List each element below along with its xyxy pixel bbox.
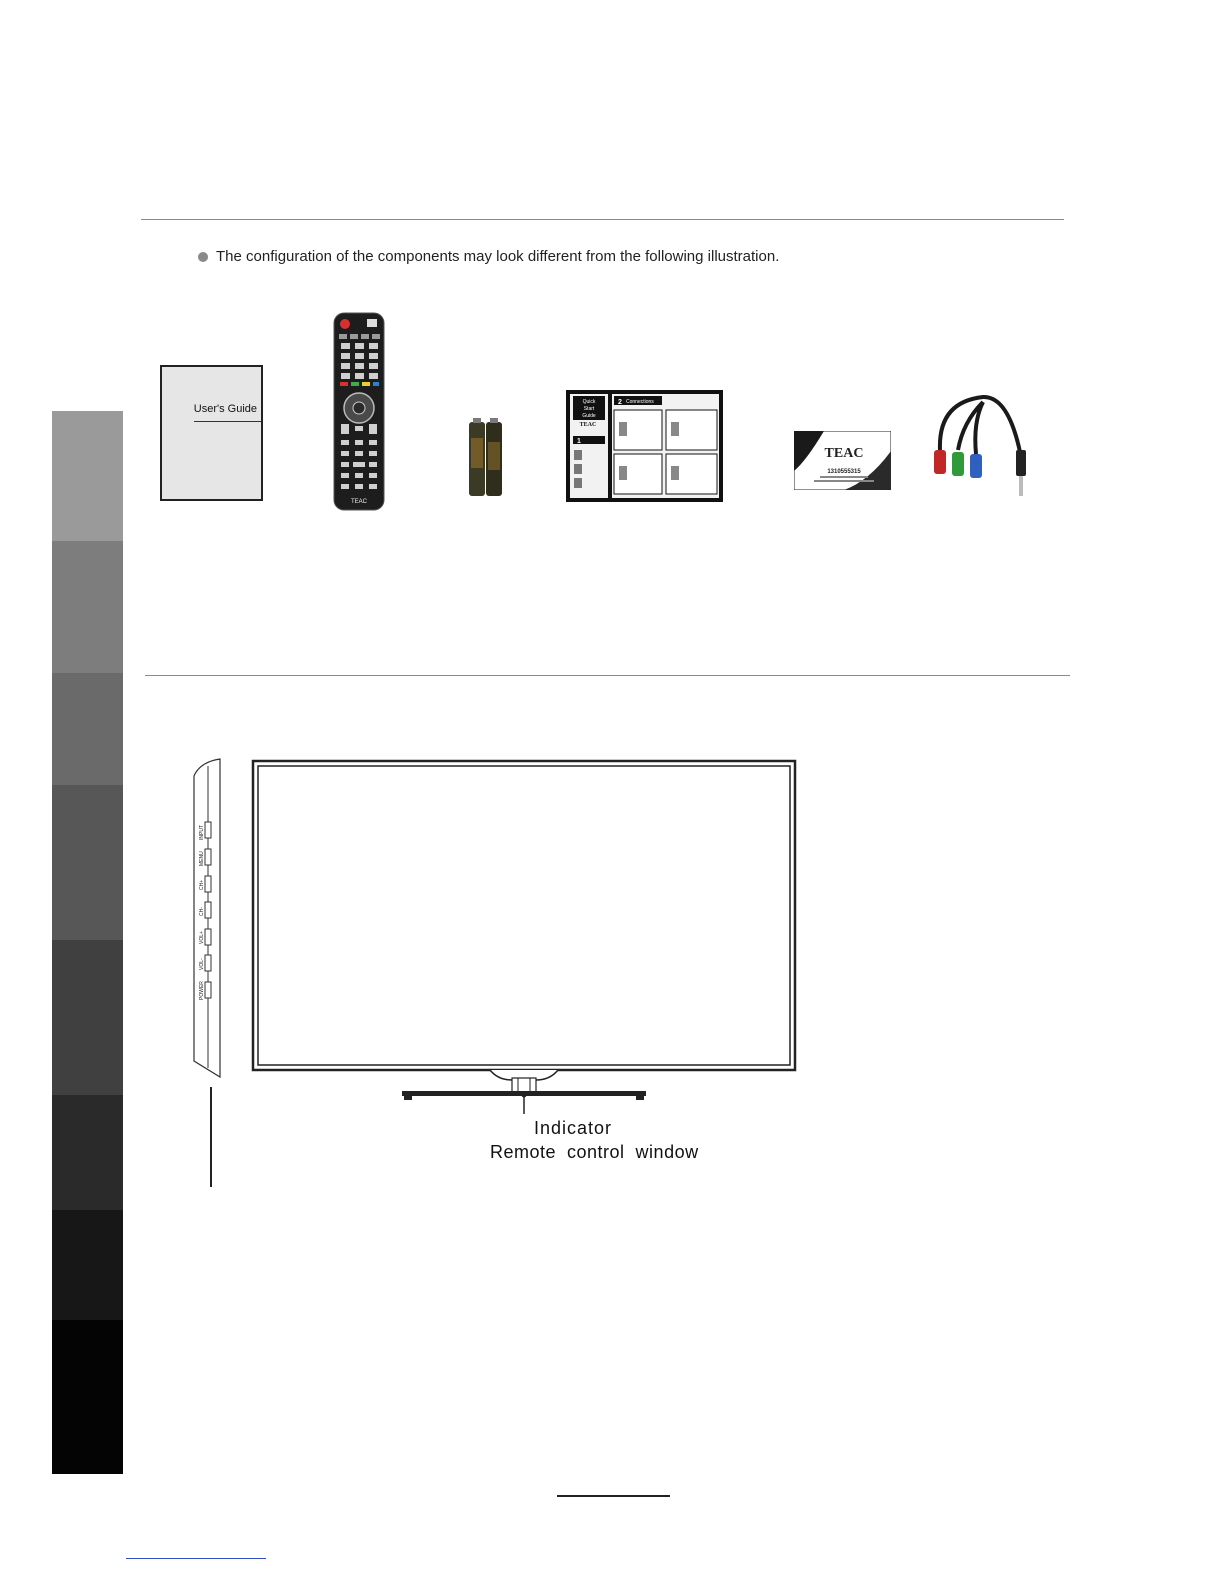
qsg-section-label: Connections xyxy=(626,399,654,405)
side-tab-8 xyxy=(52,1320,123,1474)
qsg-section-number: 2 xyxy=(618,399,622,406)
users-guide-illustration xyxy=(160,365,263,501)
remote-control-illustration xyxy=(333,312,385,512)
side-buttons-leader-line xyxy=(210,1087,212,1187)
side-tab-6 xyxy=(52,1095,123,1210)
tv-side-view xyxy=(186,756,226,1080)
warranty-card-illustration xyxy=(794,431,891,490)
side-button-vol-minus: VOL- xyxy=(199,958,205,970)
side-button-vol-plus: VOL+ xyxy=(199,931,205,944)
side-button-menu: MENU xyxy=(199,851,205,866)
tv-front-view xyxy=(250,758,798,1118)
qsg-title-line-3: Guide xyxy=(582,413,596,419)
warranty-phone: 1310555315 xyxy=(827,469,861,475)
quick-start-guide-illustration xyxy=(566,390,723,502)
side-tab-4 xyxy=(52,785,123,940)
section-rule-front-panel xyxy=(145,675,1070,676)
page-number-rule xyxy=(557,1495,670,1497)
section-rule-accessories xyxy=(141,219,1064,220)
indicator-label: Indicator xyxy=(534,1118,613,1138)
qsg-brand: TEAC xyxy=(579,422,597,428)
side-button-ch-plus: CH+ xyxy=(199,879,205,890)
side-button-ch-minus: CH- xyxy=(199,907,205,916)
bullet-icon xyxy=(198,252,208,262)
component-cable-illustration xyxy=(928,392,1044,502)
configuration-note xyxy=(198,248,779,265)
warranty-brand: TEAC xyxy=(824,446,864,461)
configuration-note-text: The configuration of the components may look different from the following illustration. xyxy=(216,248,780,265)
qsg-title-line-1: Quick xyxy=(582,399,596,405)
batteries-illustration xyxy=(467,418,505,498)
users-guide-title: User's Guide xyxy=(193,403,257,415)
remote-brand: TEAC xyxy=(350,499,368,505)
users-guide-underline xyxy=(194,421,261,422)
footer-link-rule xyxy=(126,1558,266,1559)
side-button-input: INPUT xyxy=(199,825,205,840)
side-tab-3 xyxy=(52,673,123,785)
qsg-title-line-2: Start xyxy=(583,406,595,412)
side-tab-5 xyxy=(52,940,123,1095)
qsg-step-number: 1 xyxy=(577,438,581,445)
side-button-power: POWER xyxy=(199,981,205,1000)
remote-window-label: Remote control window xyxy=(490,1142,699,1162)
side-tab-7 xyxy=(52,1210,123,1320)
side-tab-2 xyxy=(52,541,123,673)
side-tab-1 xyxy=(52,411,123,541)
